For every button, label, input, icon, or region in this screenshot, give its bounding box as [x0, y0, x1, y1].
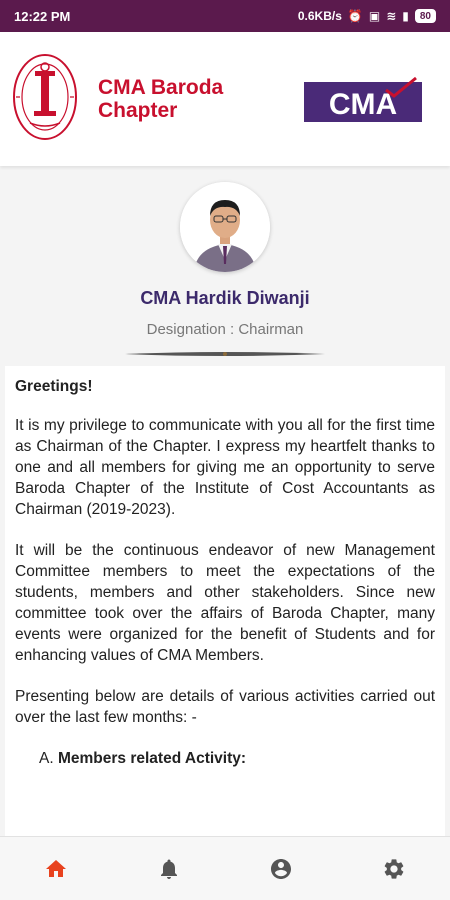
section-a-prefix: A.: [39, 750, 54, 767]
cma-logo: [304, 76, 422, 122]
message-paragraph-2: It will be the continuous endeavor of new Management Committee members to meet the expectations of the students, members and other stakeholders. Since new committee took over the affairs of Baroda Chapter, many events were organized for the benefit of Students and for enhancing values of CMA Members.: [15, 542, 435, 664]
status-indicators: [298, 9, 436, 23]
message-paragraph-3: Presenting below are details of various activities carried out over the last few months: -: [15, 688, 435, 726]
battery-icon: 80: [415, 9, 436, 23]
nav-account[interactable]: [256, 844, 306, 894]
institute-seal-logo: [10, 49, 80, 149]
app-header: [0, 32, 450, 166]
ornamental-divider: [125, 352, 325, 356]
settings-icon: [382, 857, 406, 881]
alarm-icon: ⏰: [347, 9, 363, 23]
profile-name: CMA Hardik Diwanji: [140, 288, 310, 308]
message-paragraph-1: It is my privilege to communicate with you all for the first time as Chairman of the Chapter. I express my heartfelt thanks to one and all members for giving me an opportunity to serve Baroda Chapter of the Institute of Cost Accountants as Chairman (2019-2023).: [15, 417, 435, 518]
cma-logo-text: CMA: [328, 88, 398, 121]
chapter-name: [98, 76, 268, 122]
message-greeting: Greetings!: [15, 378, 93, 395]
bottom-navigation: [0, 836, 450, 900]
chapter-name-line2: Chapter: [98, 99, 178, 122]
profile-designation: Designation : Chairman: [146, 321, 304, 338]
network-speed: 0.6KB/s: [297, 9, 342, 23]
section-a-title: Members related Activity:: [57, 750, 247, 767]
status-bar: [0, 0, 450, 32]
section-a-heading: [15, 748, 435, 769]
chapter-name-line1: CMA Baroda: [98, 76, 224, 99]
bell-icon: [157, 857, 181, 881]
nav-settings[interactable]: [369, 844, 419, 894]
notification-icon: ▣: [368, 9, 381, 23]
nav-home[interactable]: [31, 844, 81, 894]
wifi-icon: ≋: [386, 9, 397, 23]
status-time: 12:22 PM: [14, 8, 71, 24]
avatar: [180, 182, 270, 272]
profile-section: [0, 166, 450, 366]
nav-notifications[interactable]: [144, 844, 194, 894]
home-icon: [44, 857, 68, 881]
account-icon: [269, 857, 293, 881]
chairman-message: [5, 366, 445, 836]
signal-icon: ▮: [402, 9, 409, 23]
